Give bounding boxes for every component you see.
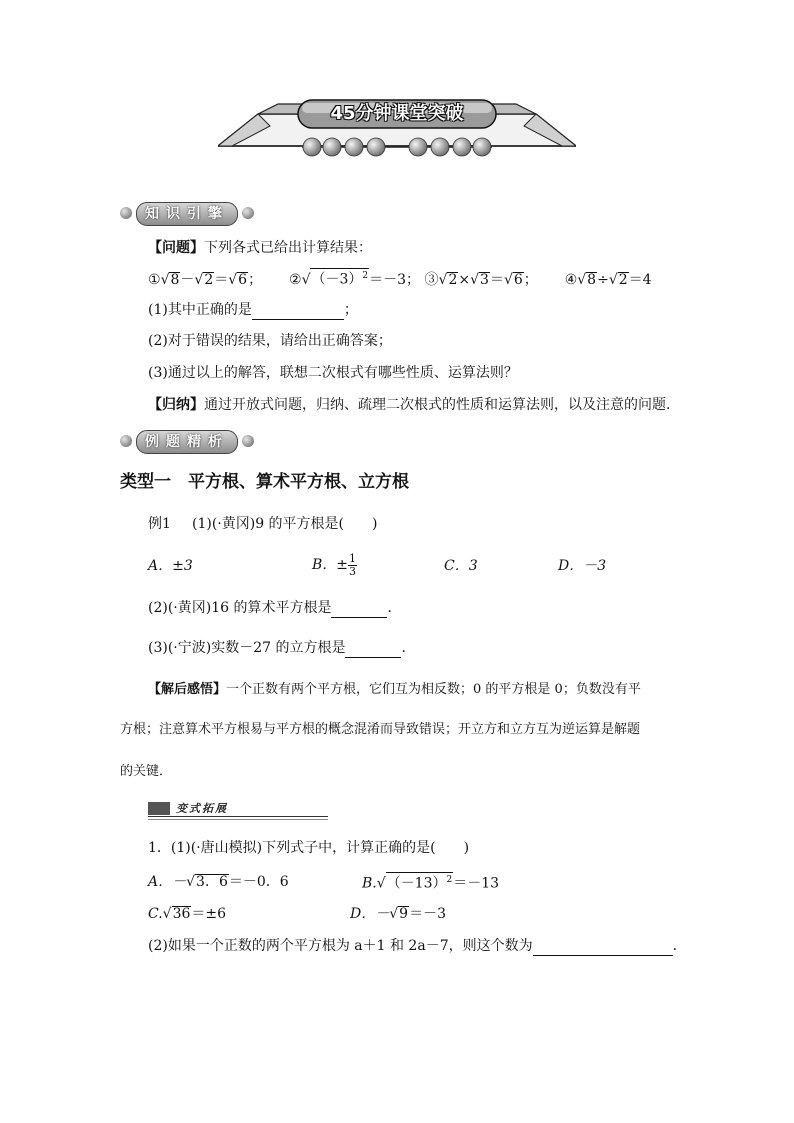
problem-question-3: (3)通过以上的解答，联想二次根式有哪些性质、运算法则？	[148, 365, 518, 381]
insight-tag: 【解后感悟】	[148, 682, 227, 697]
problem-summary: 【归纳】通过开放式问题，归纳、疏理二次根式的性质和运算法则，以及注意的问题．	[148, 397, 680, 413]
formula-3: ③√2×√3＝√6；	[424, 271, 538, 288]
badge-dot-right	[242, 435, 254, 447]
example1-part2: (2)(·黄冈)16 的算术平方根是 ．	[148, 600, 402, 616]
insight-line-2: 方根；注意算术平方根易与平方根的概念混淆而导致错误；开立方和立方互为逆运算是解题	[120, 722, 641, 737]
problem-question-1: (1)其中正确的是 ；	[148, 302, 358, 318]
variant-underline-thin	[148, 819, 328, 820]
badge-dot-left	[120, 435, 132, 447]
badge-dot-right	[242, 207, 254, 219]
example1-option-d: D．－3	[558, 558, 607, 574]
section-title-variant: 变式拓展	[176, 802, 228, 815]
header-banner	[218, 96, 576, 158]
banner-title: 45分钟课堂突破	[330, 103, 464, 124]
exercise1-part1: 1．(1)(·唐山模拟)下列式子中，计算正确的是( )	[148, 840, 470, 856]
example1-option-c: C．3	[444, 558, 478, 574]
type-heading: 类型一 平方根、算术平方根、立方根	[120, 472, 409, 492]
problem-tag: 【问题】	[148, 240, 204, 256]
formula-1: ①√8－√2＝√6；	[148, 271, 263, 288]
section-badge-examples	[120, 430, 260, 452]
answer-blank[interactable]	[331, 603, 387, 618]
example1-part1: 例1 (1)(·黄冈)9 的平方根是( )	[148, 516, 378, 532]
section-title-examples: 例题精析	[136, 430, 238, 454]
problem-intro-text: 下列各式已给出计算结果：	[204, 240, 372, 256]
problem-intro	[148, 238, 372, 258]
exercise1-part2: (2)如果一个正数的两个平方根为 a＋1 和 2a－7，则这个数为 ．	[148, 938, 687, 954]
formula-4: ④√8÷√2＝4	[564, 271, 652, 288]
variant-underline	[148, 816, 328, 817]
insight-line-1: 【解后感悟】一个正数有两个平方根，它们互为相反数；0 的平方根是 0；负数没有平	[148, 682, 641, 697]
answer-blank[interactable]	[533, 941, 673, 956]
formula-2: $②√(-3)^2=-3$；	[289, 272, 425, 288]
problem-question-2: (2)对于错误的结果，请给出正确答案；	[148, 333, 392, 349]
example1-part3: (3)(·宁波)实数－27 的立方根是 ．	[148, 640, 416, 656]
example1-option-a: A．±3	[148, 558, 193, 574]
section-title-knowledge: 知识引擎	[136, 202, 238, 226]
variant-bar-block	[148, 802, 170, 815]
insight-line-3: 的关键．	[120, 764, 173, 779]
answer-blank[interactable]	[345, 643, 401, 658]
example1-option-b: B．± $\frac{1}{3}$	[312, 551, 357, 578]
problem-formulas	[148, 268, 652, 290]
summary-tag: 【归纳】	[148, 397, 204, 413]
answer-blank[interactable]	[252, 305, 344, 320]
exercise1-option-c: C.√36＝±6	[148, 906, 227, 922]
section-badge-knowledge	[120, 202, 260, 224]
example-label: 例1	[148, 516, 171, 532]
fraction: $\frac{1}{3}$	[349, 551, 357, 578]
exercise1-option-b: $B.√(-13)^2=-13$	[362, 872, 499, 894]
badge-dot-left	[120, 207, 132, 219]
exercise1-option-a: A．－√3．6＝－0．6	[148, 874, 289, 890]
exercise1-option-d: D．－√9＝－3	[350, 906, 446, 922]
section-bar-variant	[148, 800, 328, 818]
